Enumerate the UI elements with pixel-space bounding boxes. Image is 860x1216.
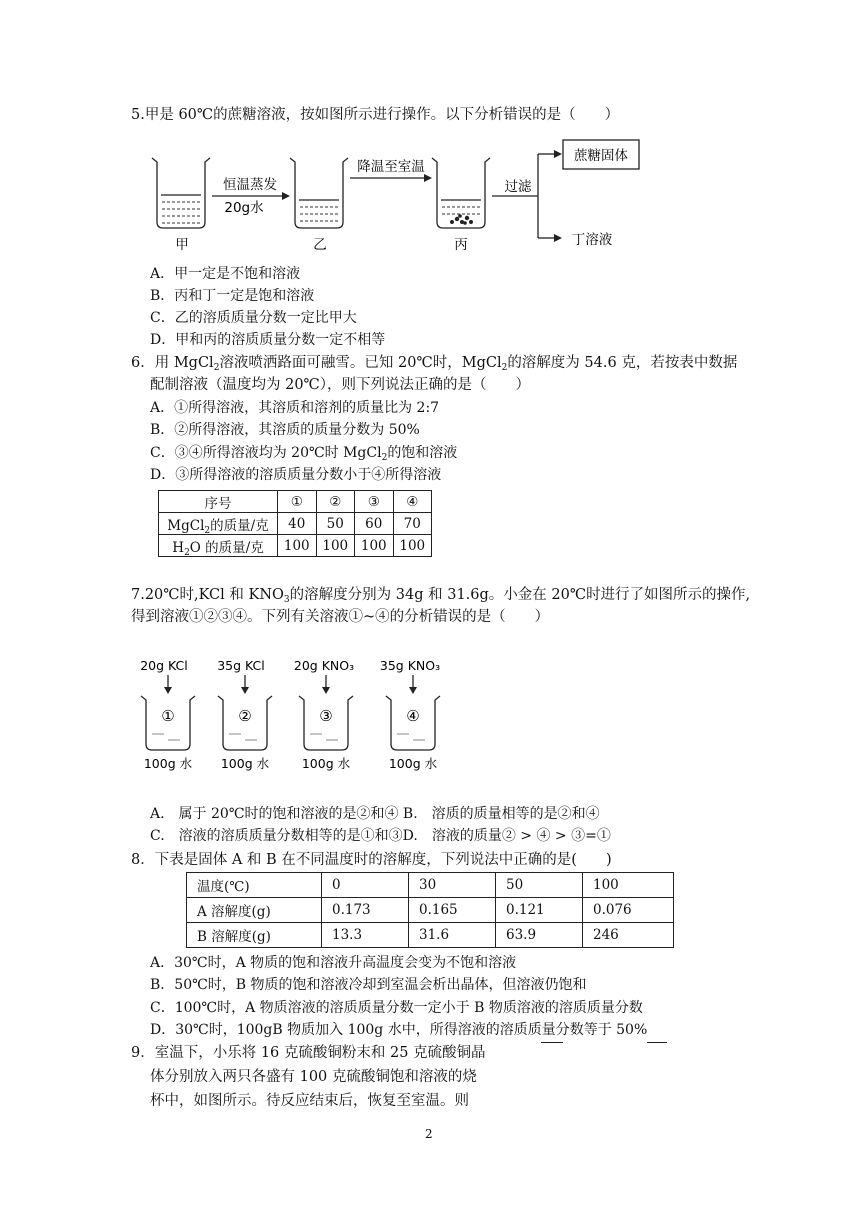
q6-option-b: B．②所得溶液，其溶质的质量分数为 50%: [150, 422, 420, 438]
q6-option-a: A．①所得溶液，其溶质和溶剂的质量比为 2:7: [150, 400, 440, 416]
q6-stem-line2: 配制溶液（温度均为 20℃），则下列说法正确的是（ ）: [150, 377, 531, 393]
q8-stem: 8．下表是固体 A 和 B 在不同温度时的溶解度，下列说法中正确的是( ): [131, 852, 612, 868]
mark-4: ④: [406, 707, 420, 725]
underline-mark: [541, 1042, 563, 1043]
q6-table: [158, 490, 432, 557]
mark-1: ①: [161, 707, 175, 725]
q6-option-d: D．③所得溶液的溶质质量分数小于④所得溶液: [150, 467, 442, 483]
beaker-label-yi: 乙: [313, 237, 327, 253]
beaker-bing: [432, 158, 490, 228]
q9-stem-line2: 体分别放入两只各盛有 100 克硫酸铜饱和溶液的烧: [150, 1069, 477, 1085]
q5-stem: 5.甲是 60℃的蔗糖溶液，按如图所示进行操作。以下分析错误的是（ ）: [131, 107, 620, 123]
water-label-3: 100g 水: [301, 756, 351, 771]
water-label-4: 100g 水: [388, 756, 438, 771]
mark-2: ②: [238, 707, 252, 725]
out-bottom-label: 丁溶液: [571, 232, 613, 248]
q5-option-d: D．甲和丙的溶质质量分数一定不相等: [150, 332, 386, 348]
table-row: 序号 ① ② ③ ④: [159, 491, 432, 513]
table-row: MgCl$_2$的质量/克 40 50 60 70: [159, 513, 432, 535]
q5-option-b: B．丙和丁一定是饱和溶液: [150, 288, 315, 304]
label-35g-kno3: 35g KNO₃: [379, 658, 441, 673]
q7-stem-line1: 7.20℃时,KCl 和 $KNO_3$的溶解度分别为 34g 和 31.6g。小金在 20℃时进行了如图所示的操作,: [131, 587, 751, 605]
mark-3: ③: [319, 707, 333, 725]
beaker-jia: [152, 158, 210, 228]
crystals-icon: [450, 214, 473, 225]
q5-option-a: A．甲一定是不饱和溶液: [150, 266, 301, 282]
page-number: 2: [425, 1127, 433, 1141]
water-label-1: 100g 水: [143, 756, 193, 771]
q7-options-cd: C. 溶液的溶质质量分数相等的是①和③D. 溶液的质量② > ④ > ③=①: [150, 828, 611, 844]
underline-mark: [647, 1042, 667, 1043]
q8-table: [186, 872, 674, 948]
label-20g-kcl: 20g KCl: [140, 658, 188, 673]
q7-diagram: [128, 652, 488, 777]
q8-option-c: C．100℃时，A 物质溶液的溶质质量分数一定小于 B 物质溶液的溶质质量分数: [150, 1000, 643, 1016]
q7-options-ab: A. 属于 20℃时的饱和溶液的是②和④ B. 溶质的质量相等的是②和④: [150, 806, 600, 822]
q7-stem-line2: 得到溶液①②③④。下列有关溶液①~④的分析错误的是（ ）: [131, 609, 550, 625]
table-row: 温度(℃) 0 30 50 100: [187, 873, 674, 898]
label-35g-kcl: 35g KCl: [217, 658, 265, 673]
q8-option-b: B．50℃时，B 物质的饱和溶液冷却到室温会析出晶体，但溶液仍饱和: [150, 977, 587, 993]
table-row: $H_2O$ 的质量/克 100 100 100 100: [159, 535, 432, 557]
q9-stem-line3: 杯中，如图所示。待反应结束后，恢复至室温。则: [150, 1093, 469, 1109]
step2-label: 降温至室温: [357, 159, 425, 175]
q8-option-d: D．30℃时，100gB 物质加入 100g 水中，所得溶液的溶质质量分数等于 50%: [150, 1022, 648, 1038]
q5-option-c: C．乙的溶质质量分数一定比甲大: [150, 310, 357, 326]
q9-stem-line1: 9．室温下，小乐将 16 克硫酸铜粉末和 25 克硫酸铜晶: [131, 1045, 486, 1061]
step1-bottom-label: 20g水: [224, 200, 264, 216]
label-20g-kno3: 20g KNO₃: [293, 658, 355, 673]
beaker-label-bing: 丙: [454, 237, 468, 253]
q8-option-a: A．30℃时，A 物质的饱和溶液升高温度会变为不饱和溶液: [150, 955, 517, 971]
q5-diagram: [140, 138, 660, 256]
table-row: A 溶解度(g) 0.173 0.165 0.121 0.076: [187, 898, 674, 923]
q6-stem-line1: 6．用 MgCl$_2$溶液喷洒路面可融雪。已知 20℃时，MgCl$_2$的溶解度为 54.6 克，若按表中数据: [131, 355, 738, 373]
table-row: B 溶解度(g) 13.3 31.6 63.9 246: [187, 923, 674, 948]
beaker-yi: [290, 158, 348, 228]
beaker-label-jia: 甲: [175, 237, 189, 253]
water-label-2: 100g 水: [220, 756, 270, 771]
step3-label: 过滤: [504, 179, 532, 195]
out-top-label: 蔗糖固体: [574, 148, 628, 164]
step1-top-label: 恒温蒸发: [223, 177, 277, 193]
q6-option-c: C．③④所得溶液均为 20℃时 MgCl$_2$的饱和溶液: [150, 445, 458, 463]
